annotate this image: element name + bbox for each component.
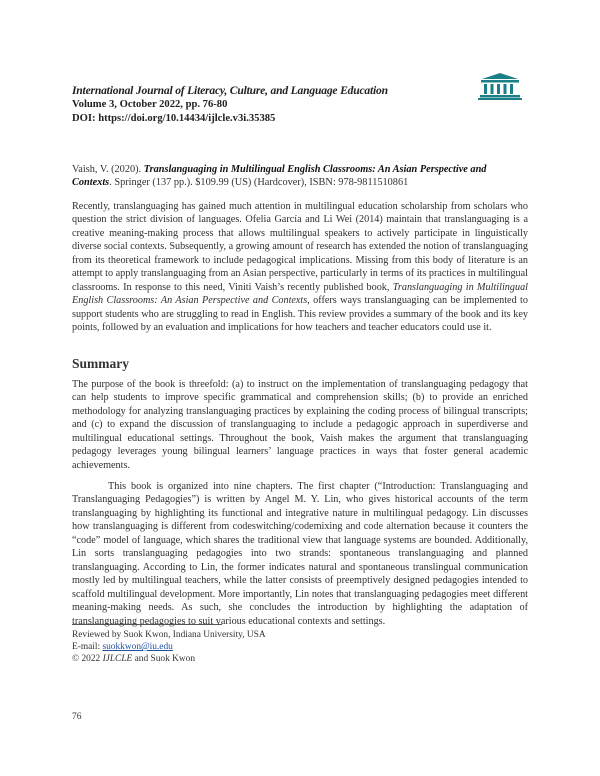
summary-paragraph-1: The purpose of the book is threefold: (a) to instruct on the implementation of translanguaging pedagogy that can help students to improve specific grammatical and comprehension skills; (b) to provide an enriched methodology for analyzing translanguaging practices by explaining the coding process of bilingual transcripts; and (c) to expand the discussion of translanguaging to include a pedagogic approach in superdiverse and multilingual educational settings. Throughout the book, Vaish makes the argument that translanguaging pedagogy leverages young bilingual learners’ language practices in ways that foster general academic achievements. xyxy=(72,379,528,471)
email-link[interactable]: suokkwon@iu.edu xyxy=(102,642,173,653)
intro-book-title: Translanguaging in Multilingual English Classrooms: An Asian Perspective and Contexts xyxy=(72,281,528,307)
summary-heading: Summary xyxy=(72,356,129,371)
columned-building-icon xyxy=(478,72,522,100)
copyright-suffix: and Suok Kwon xyxy=(132,654,196,665)
footnote-divider xyxy=(72,624,222,625)
citation-prefix: Vaish, V. (2020). xyxy=(72,164,144,175)
copyright-line xyxy=(72,653,472,665)
copyright-journal: IJLCLE xyxy=(102,654,133,665)
doi-line[interactable]: DOI: https://doi.org/10.14434/ijlcle.v3i.35385 xyxy=(72,112,276,124)
copyright-prefix: © 2022 xyxy=(72,654,103,665)
footnotes xyxy=(72,629,472,666)
summary-paragraph-2: This book is organized into nine chapters. The first chapter (“Introduction: Translanguaging and Translanguaging Pedagogies”) is written by Angel M. Y. Lin, who gives historical accounts of the term translanguaging by highlighting its functional and integrative nature in multilingual pedagogy. Lin discusses how translanguaging is different from codeswitching/codemixing and code alternation because it counters the “code” model of language, which shares the traditional view that language systems are bounded. Additionally, Lin sorts translanguaging pedagogies into two strands: spontaneous translanguaging and planned translanguaging. According to Lin, the former indicates natural and spontaneous translingual communication mostly led by multilingual teachers, while the latter consists of preemptively designed pedagogies intended to scaffold multilingual development. More importantly, Lin notes that translanguaging pedagogies meet different meaning-making needs. As such, she concludes the introduction by highlighting the adaptation of translanguaging pedagogies to suit various educational contexts and settings. xyxy=(72,481,528,627)
reviewer-line: Reviewed by Suok Kwon, Indiana University, USA xyxy=(72,630,266,640)
intro-paragraph xyxy=(72,200,528,335)
citation-suffix: . Springer (137 pp.). $109.99 (US) (Hardcover), ISBN: 978-9811510861 xyxy=(109,177,409,189)
journal-title: International Journal of Literacy, Culture, and Language Education xyxy=(72,84,388,97)
page-number: 76 xyxy=(72,712,82,722)
email-line xyxy=(72,641,472,653)
intro-part2: , offers ways translanguaging can be implemented to support students who are struggling to read in English. This review provides a summary of the book and its key points, followed by an evaluation and implications for how teachers and teacher educators could use it. xyxy=(72,295,528,334)
book-citation xyxy=(72,163,528,190)
intro-part1: Recently, translanguaging has gained much attention in multilingual education scholarship from scholars who question the strict division of languages. Ofelia García and Li Wei (2014) maintain that translanguaging is a creative meaning-making process that allows multilingual speakers to actively participate in linguistically diverse social contexts. Subsequently, a growing amount of research has extended the notion of translanguaging from its theoretical framework to include pedagogical implications. Missing from this body of literature is an attempt to apply translanguaging from an Asian perspective, particularly in terms of its practices in multilingual classrooms. In response to this need, Viniti Vaish’s recently published book, xyxy=(72,201,528,293)
journal-header xyxy=(72,84,472,125)
citation-book-title: Translanguaging in Multilingual English Classrooms: An Asian Perspective and Contexts xyxy=(72,164,487,189)
volume-line: Volume 3, October 2022, pp. 76-80 xyxy=(72,99,228,110)
email-label: E-mail: xyxy=(72,642,103,653)
